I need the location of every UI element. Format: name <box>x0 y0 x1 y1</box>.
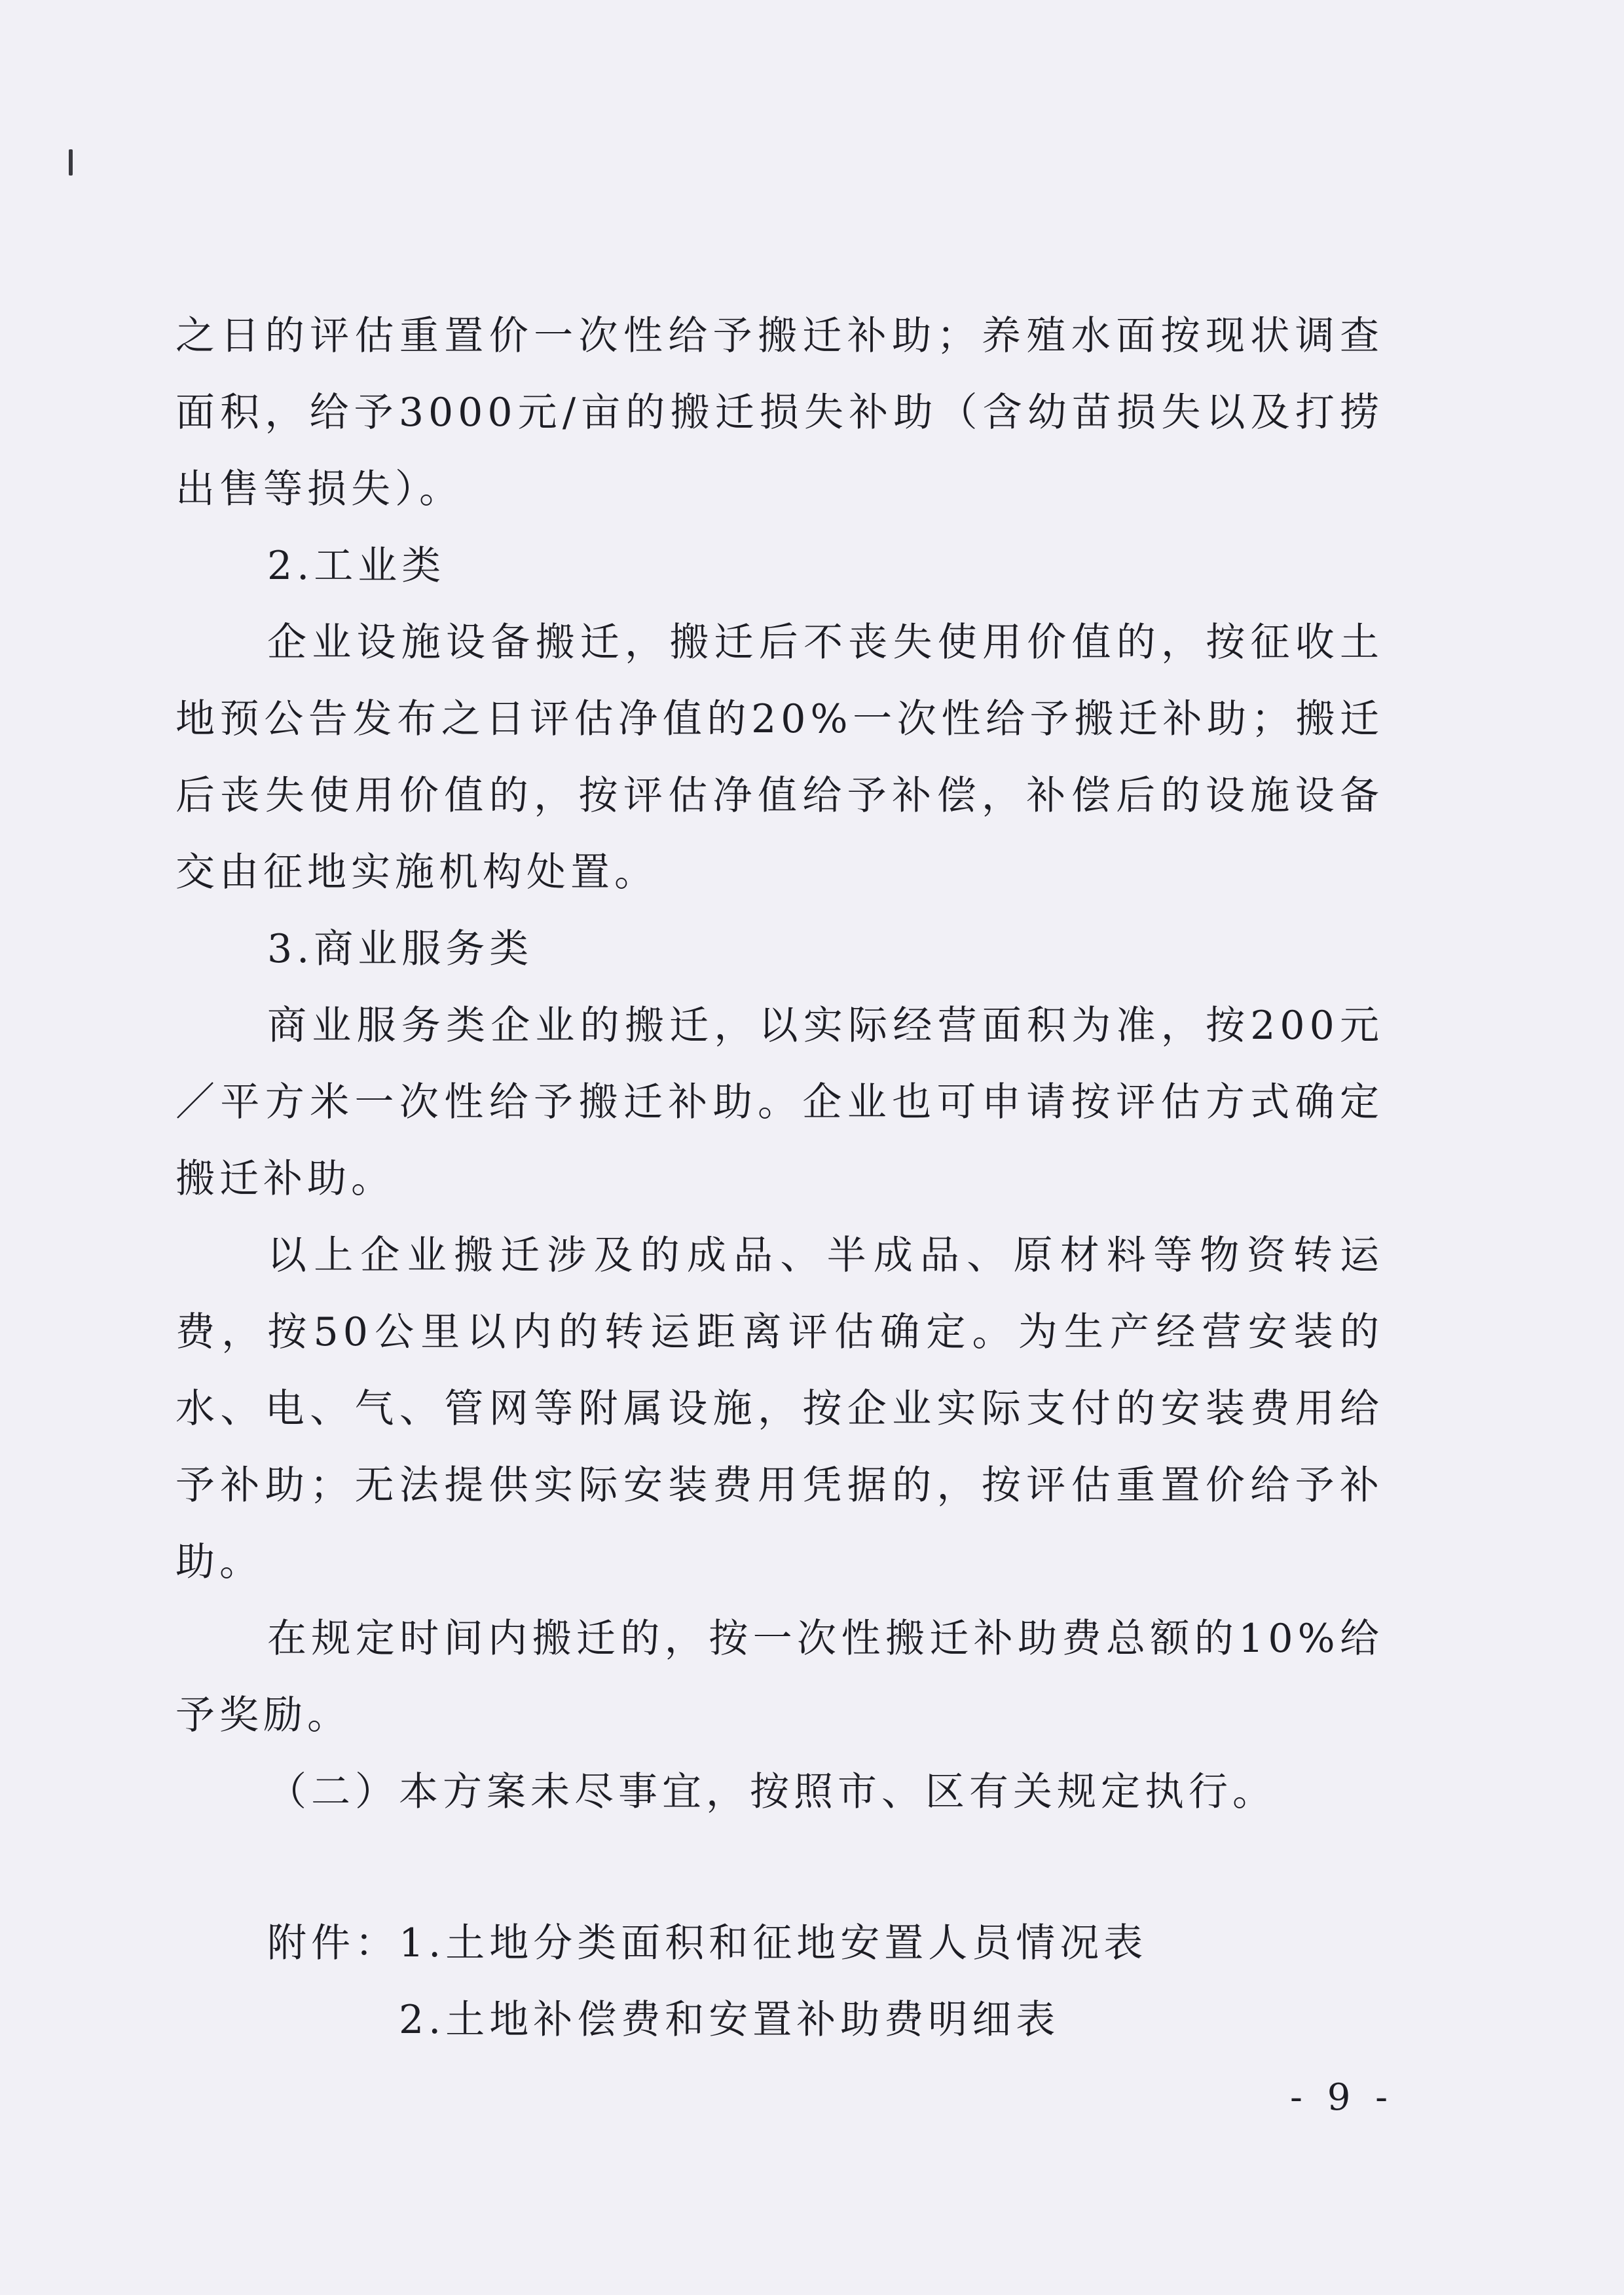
paragraph-reward: 在规定时间内搬迁的，按一次性搬迁补助费总额的10%给予奖励。 <box>175 1616 1384 1738</box>
attachment-item: 1.土地分类面积和征地安置人员情况表 <box>399 1920 1148 1966</box>
scan-mark <box>69 149 73 176</box>
paragraph-commercial: 商业服务类企业的搬迁，以实际经营面积为准，按200元／平方米一次性给予搬迁补助。企业也可申请按评估方式确定搬迁补助。 <box>175 1003 1384 1202</box>
section-heading-commercial: 3.商业服务类 <box>267 926 534 972</box>
page-number: - 9 - <box>1290 2076 1395 2119</box>
paragraph-continuation: 之日的评估重置价一次性给予搬迁补助；养殖水面按现状调查面积，给予3000元/亩的搬迁损失补助（含幼苗损失以及打捞出售等损失）。 <box>175 313 1384 512</box>
attachments <box>175 1905 1384 2059</box>
attachment-item: 2.土地补偿费和安置补助费明细表 <box>399 1997 1060 2043</box>
attachments-label: 附件： <box>267 1920 399 1966</box>
document-body <box>175 298 1384 2059</box>
paragraph-industrial: 企业设施设备搬迁，搬迁后不丧失使用价值的，按征收土地预公告发布之日评估净值的20%一次性给予搬迁补助；搬迁后丧失使用价值的，按评估净值给予补偿，补偿后的设施设备交由征地实施机构处置。 <box>175 620 1384 895</box>
paragraph-transport: 以上企业搬迁涉及的成品、半成品、原材料等物资转运费，按50公里以内的转运距离评估确定。为生产经营安装的水、电、气、管网等附属设施，按企业实际支付的安装费用给予补助；无法提供实际安装费用凭据的，按评估重置价给予补助。 <box>175 1233 1384 1585</box>
attachments-list <box>399 1905 1147 2059</box>
paragraph-other-matters: （二）本方案未尽事宜，按照市、区有关规定执行。 <box>267 1769 1276 1815</box>
section-heading-industrial: 2.工业类 <box>267 543 446 589</box>
